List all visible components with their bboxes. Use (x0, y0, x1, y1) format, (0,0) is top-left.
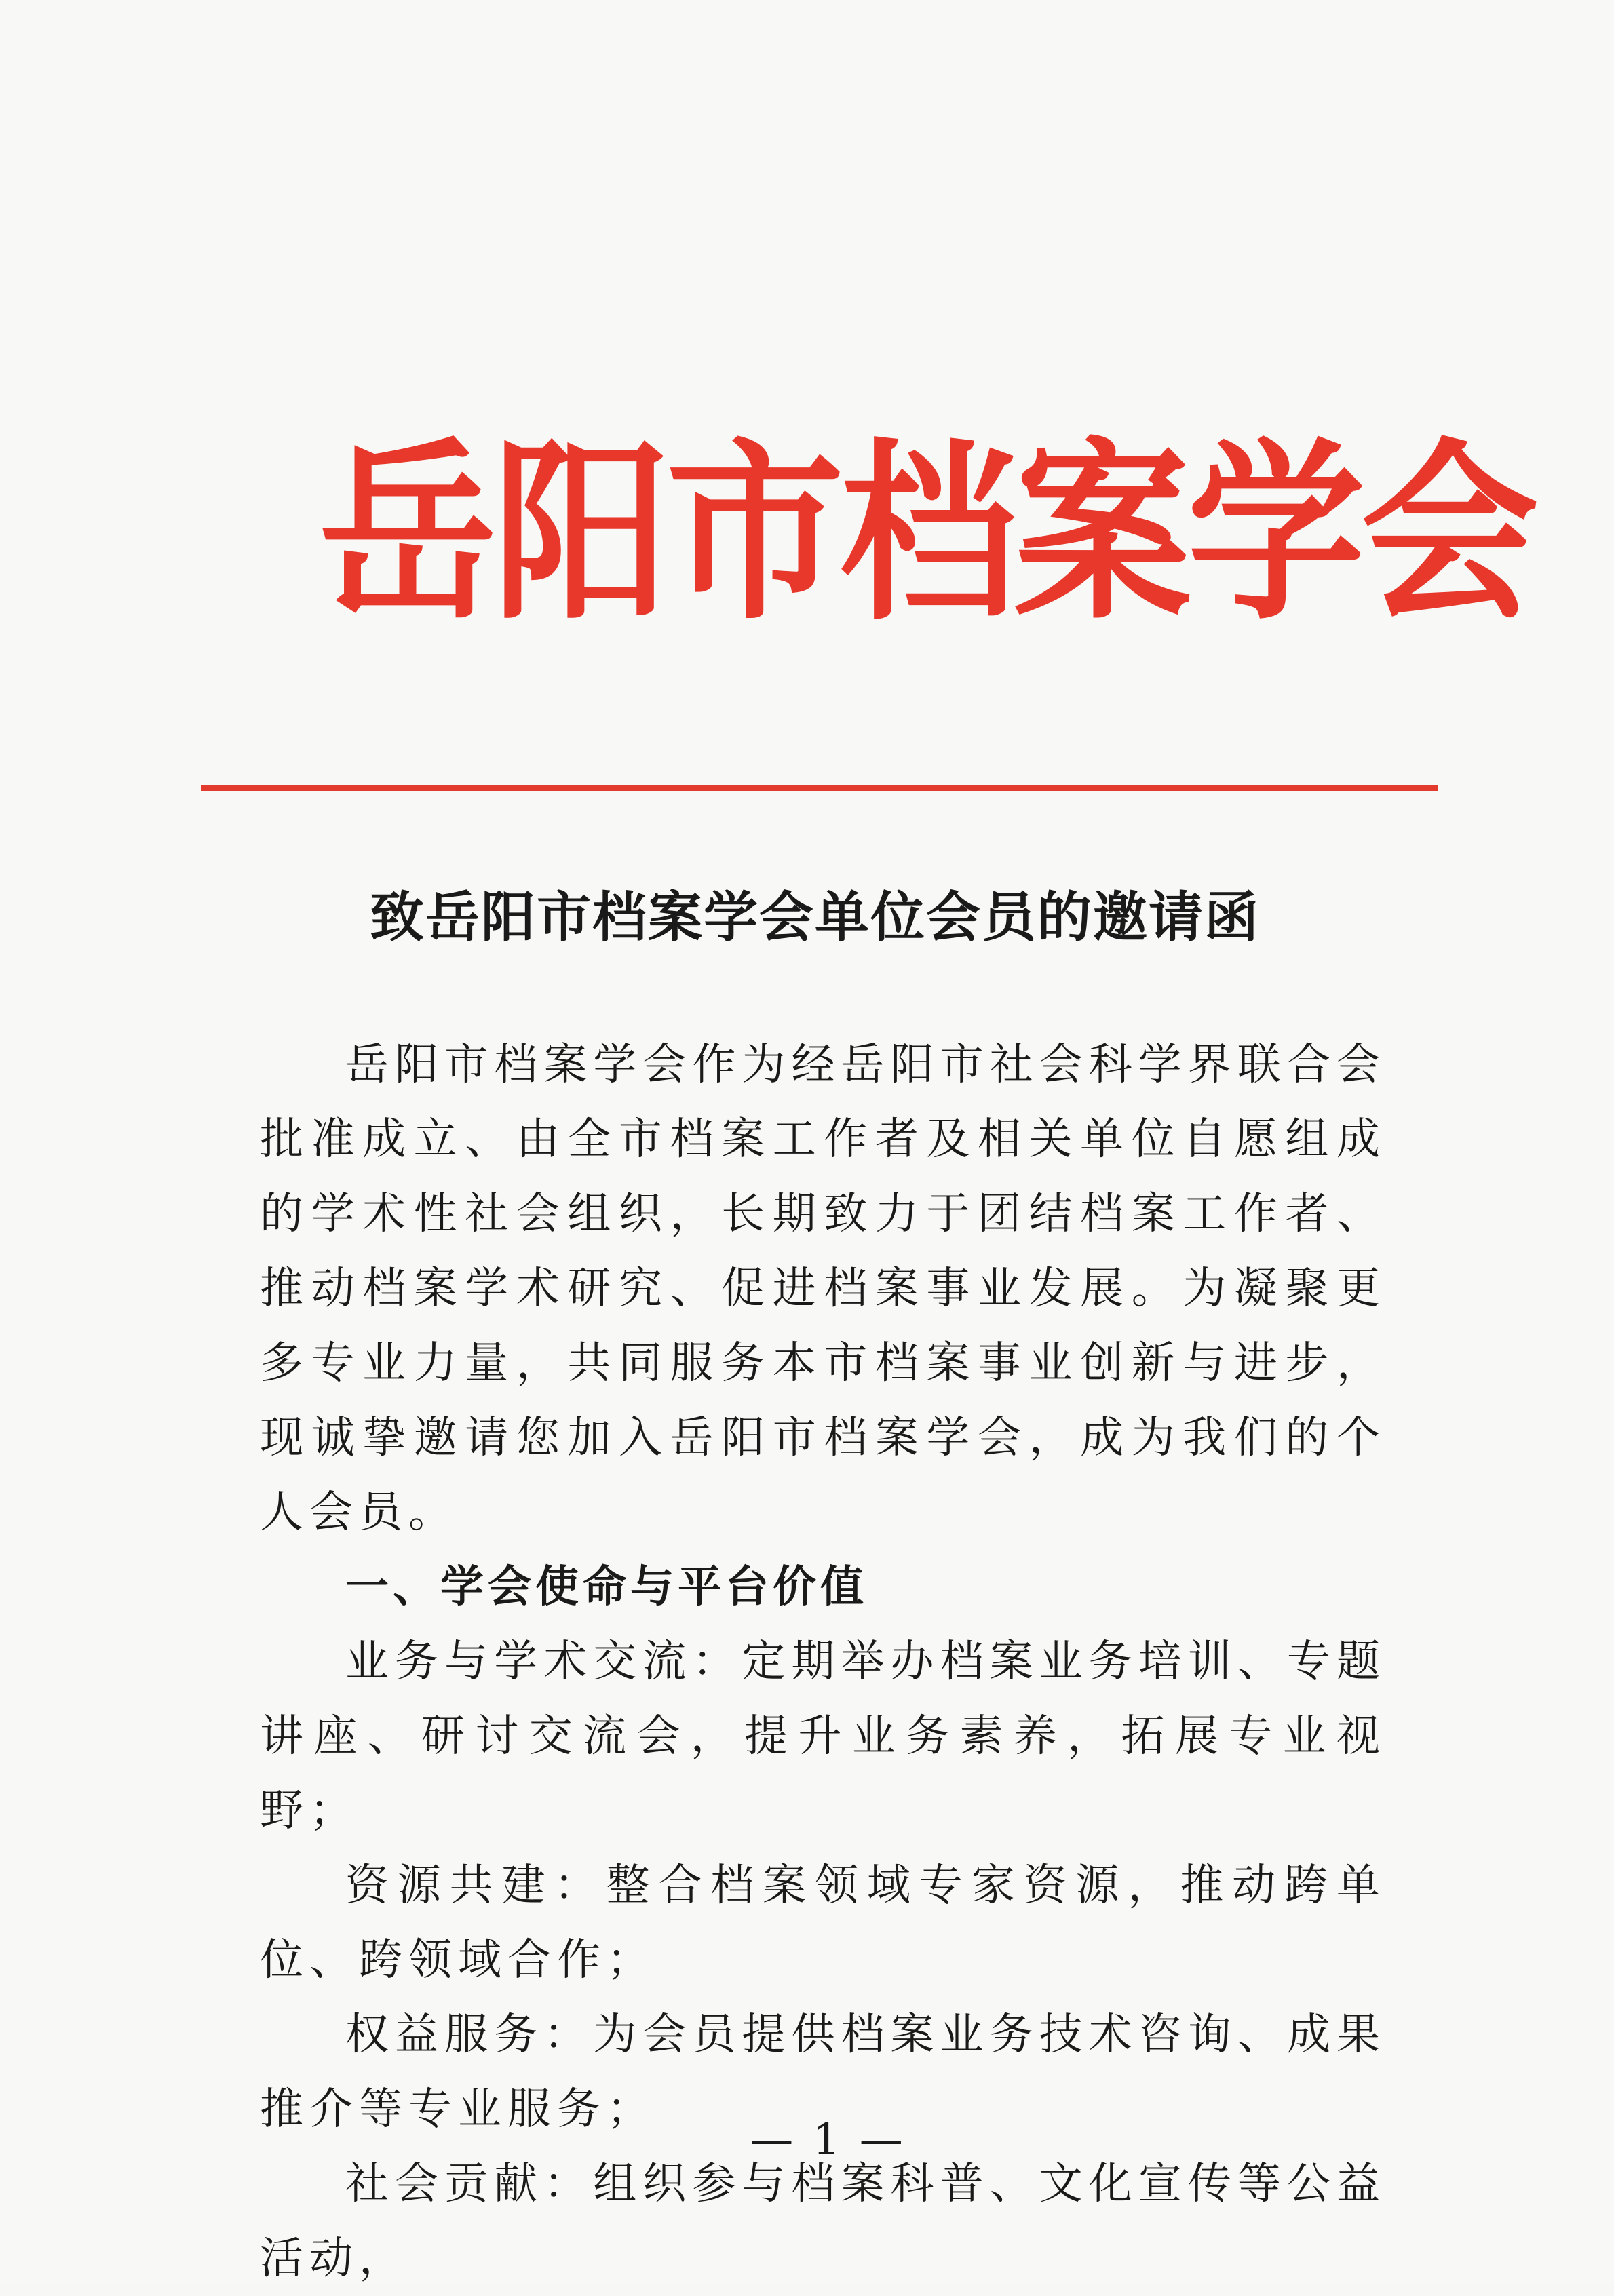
show-through-bleed (258, 292, 1370, 339)
red-separator-line (201, 785, 1438, 791)
intro-paragraph: 岳阳市档案学会作为经岳阳市社会科学界联合会批准成立、由全市档案工作者及相关单位自愿组成的学术性社会组织，长期致力于团结档案工作者、推动档案学术研究、促进档案事业发展。为凝聚更多专业力量，共同服务本市档案事业创新与进步，现诚挚邀请您加入岳阳市档案学会，成为我们的个人会员。 (260, 1040, 1386, 1538)
masthead-org-name: 岳阳市档案学会 (319, 422, 1535, 646)
section-heading: 一、学会使命与平台价值 (345, 1562, 868, 1612)
page-number: — 1 — (750, 2115, 906, 2165)
document-title: 致岳阳市档案学会单位会员的邀请函 (370, 886, 1260, 949)
document-body (260, 1028, 1386, 2296)
item-social-contribution: 社会贡献：组织参与档案科普、文化宣传等公益活动， (260, 2159, 1386, 2284)
item-member-services: 权益服务：为会员提供档案业务技术咨询、成果推介等专业服务； (260, 2010, 1386, 2135)
item-resource-sharing: 资源共建：整合档案领域专家资源，推动跨单位、跨领域合作； (260, 1861, 1386, 1985)
item-business-exchange: 业务与学术交流：定期举办档案业务培训、专题讲座、研讨交流会，提升业务素养，拓展专业视野； (260, 1637, 1386, 1836)
